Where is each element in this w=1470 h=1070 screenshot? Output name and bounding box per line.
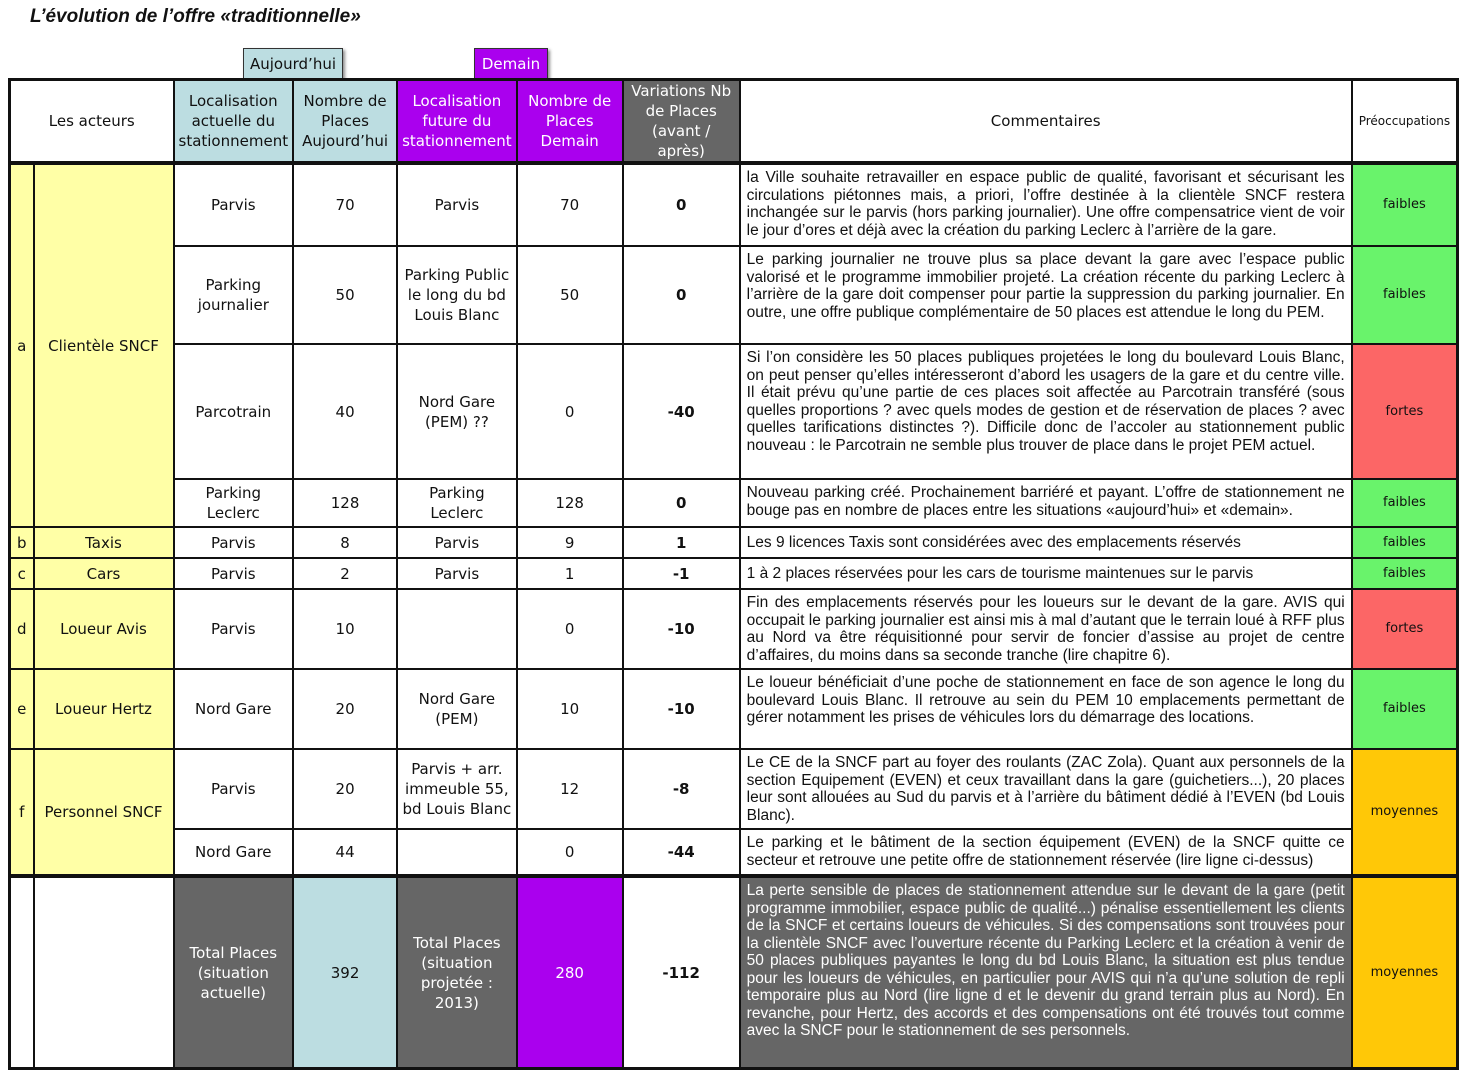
table-row [10,527,1458,558]
header-loc-future: Localisation future du stationnement [397,80,517,164]
comment: Le parking journalier ne trouve plus sa place devant la gare avec l’espace public valorisé et le programme immobilier projeté. La création récente du parking Leclerc à l’arrière de la gare doit compenser pour partie la suppression du parking journalier. En outre, une offre publique complémentaire de 50 places est attendue le long du PEM. [740,246,1352,344]
comment: Les 9 licences Taxis sont considérées avec des emplacements réservés [740,527,1352,558]
variation: -44 [623,829,740,876]
actor-name: Cars [34,558,174,589]
actor-name: Clientèle SNCF [34,163,174,527]
header-loc-today: Localisation actuelle du stationnement [174,80,294,164]
group-letter: f [10,749,34,876]
total-concern-badge: moyennes [1352,876,1458,1069]
header-concerns: Préoccupations [1352,80,1458,164]
places-today: 8 [293,527,397,558]
loc-future: Parking Leclerc [397,479,517,527]
places-tomorrow: 0 [517,589,623,669]
comment: Nouveau parking créé. Prochainement barriéré et payant. L’offre de stationnement ne bouge pas en nombre de places entre les situations «aujourd’hui» et «demain». [740,479,1352,527]
variation: 0 [623,246,740,344]
places-tomorrow: 1 [517,558,623,589]
header-places-today: Nombre de Places Aujourd’hui [293,80,397,164]
places-tomorrow: 10 [517,669,623,749]
concern-badge: moyennes [1352,749,1458,876]
concern-badge: faibles [1352,527,1458,558]
loc-future [397,829,517,876]
places-tomorrow: 12 [517,749,623,829]
concern-badge: faibles [1352,479,1458,527]
comment: Fin des emplacements réservés pour les loueurs sur le devant de la gare. AVIS qui occupait le parking journalier est ainsi mis à mal d’autant que le terrain loué à RFF plus au Nord va être réquisitionné pour servir de foncier d’assise au projet de centre d’affaires, du moins dans sa seconde tranche (lire chapitre 6). [740,589,1352,669]
variation: -10 [623,589,740,669]
loc-future: Parvis [397,558,517,589]
loc-today: Nord Gare [174,669,294,749]
table-row [10,479,1458,527]
loc-today: Nord Gare [174,829,294,876]
variation: -40 [623,344,740,479]
concern-badge: faibles [1352,669,1458,749]
total-row [10,876,1458,1069]
loc-future: Parking Public le long du bd Louis Blanc [397,246,517,344]
loc-future: Parvis [397,163,517,246]
actor-name: Personnel SNCF [34,749,174,876]
table-row [10,829,1458,876]
total-comment: La perte sensible de places de stationnement attendue sur le devant de la gare (petit programme immobilier, espace public de qualité...) pénalise essentiellement les clients de la SNCF et certains loueurs de véhicules. Si des compensations sont trouvées pour la clientèle SNCF avec l’ouverture récente du Parking Leclerc et la création à venir de 50 places publiques payantes le long du bd Louis Blanc, la situation est plus tendue pour les loueurs de véhicules, en particulier pour AVIS qui n’a qu’une solution de repli temporaire plus au Nord (lire ligne d et le devenir du grand terrain plus au Nord). En revanche, pour Hertz, des accords et des compensations ont été trouvés tout comme avec la SNCF pour le stationnement de ses personnels. [740,876,1352,1069]
loc-future: Nord Gare (PEM) ?? [397,344,517,479]
actor-name: Loueur Avis [34,589,174,669]
variation: -10 [623,669,740,749]
concern-badge: faibles [1352,246,1458,344]
total-places-tomorrow: 280 [517,876,623,1069]
places-today: 10 [293,589,397,669]
table-row [10,163,1458,246]
places-today: 2 [293,558,397,589]
loc-today: Parvis [174,589,294,669]
table-row [10,246,1458,344]
places-tomorrow: 50 [517,246,623,344]
actor-name: Taxis [34,527,174,558]
comment: Le CE de la SNCF part au foyer des roulants (ZAC Zola). Quant aux personnels de la section Equipement (EVEN) et ceux travaillant dans la gare (guichetiers...), 20 places leur sont allouées au Sud du parvis et à l’arrière du bâtiment dédié à l’EVEN (bd Louis Blanc). [740,749,1352,829]
total-letter-cell [10,876,34,1069]
places-tomorrow: 128 [517,479,623,527]
total-variation: -112 [623,876,740,1069]
total-label-future: Total Places (situation projetée : 2013) [397,876,517,1069]
actor-name: Loueur Hertz [34,669,174,749]
total-places-today: 392 [293,876,397,1069]
header-comments: Commentaires [740,80,1352,164]
tomorrow-tag: Demain [474,48,548,80]
comment: la Ville souhaite retravailler en espace public de qualité, favorisant et sécurisant les circulations piétonnes mais, a priori, l’offre destinée à la clientèle SNCF restera inchangée sur le parvis (hors parking journalier). Une offre compensatrice vient de voir le jour d’ores et déjà avec la création du parking Leclerc à l’arrière de la gare. [740,163,1352,246]
concern-badge: fortes [1352,589,1458,669]
header-variations: Variations Nb de Places (avant / après) [623,80,740,164]
group-letter: a [10,163,34,527]
places-tomorrow: 0 [517,829,623,876]
concern-badge: fortes [1352,344,1458,479]
loc-future: Parvis [397,527,517,558]
total-actor-cell [34,876,174,1069]
group-letter: d [10,589,34,669]
comment: Le loueur bénéficiait d’une poche de stationnement en face de son agence le long du boulevard Louis Blanc. Il retrouve au sein du PEM 10 emplacements permettant de gérer notamment les prises de véhicules lors du démarrage des locations. [740,669,1352,749]
loc-future: Parvis + arr. immeuble 55, bd Louis Blanc [397,749,517,829]
header-places-tomorrow: Nombre de Places Demain [517,80,623,164]
loc-today: Parking Leclerc [174,479,294,527]
loc-today: Parvis [174,163,294,246]
places-today: 44 [293,829,397,876]
total-label-today: Total Places (situation actuelle) [174,876,294,1069]
page-title: L’évolution de l’offre «traditionnelle» [30,6,361,27]
header-actors: Les acteurs [10,80,174,164]
comment: Le parking et le bâtiment de la section équipement (EVEN) de la SNCF quitte ce secteur et retrouve une petite offre de stationnement réservée (lire ligne ci-dessus) [740,829,1352,876]
loc-today: Parking journalier [174,246,294,344]
comment: Si l’on considère les 50 places publiques projetées le long du boulevard Louis Blanc, on peut penser qu’elles intéresseront d’abord les usagers de la gare et du centre ville. Il était prévu qu’une partie de ces places soit affectée au Parcotrain transféré (sous quelles proportions ? avec quels modes de gestion et de réservation de places ? avec quelles tarifications distinctes ?). Difficile donc de l’accoler au stationnement public nouveau : le Parcotrain ne semble plus trouver de place dans le projet PEM actuel. [740,344,1352,479]
loc-today: Parcotrain [174,344,294,479]
variation: -1 [623,558,740,589]
today-tag: Aujourd’hui [243,48,343,80]
places-today: 50 [293,246,397,344]
group-letter: b [10,527,34,558]
table-row [10,669,1458,749]
loc-future: Nord Gare (PEM) [397,669,517,749]
places-tomorrow: 9 [517,527,623,558]
parking-table [8,78,1459,1070]
concern-badge: faibles [1352,558,1458,589]
loc-today: Parvis [174,558,294,589]
places-today: 70 [293,163,397,246]
loc-future [397,589,517,669]
concern-badge: faibles [1352,163,1458,246]
variation: -8 [623,749,740,829]
table-row [10,749,1458,829]
places-tomorrow: 0 [517,344,623,479]
places-today: 20 [293,749,397,829]
table-row [10,558,1458,589]
table-row [10,589,1458,669]
comment: 1 à 2 places réservées pour les cars de tourisme maintenues sur le parvis [740,558,1352,589]
places-today: 40 [293,344,397,479]
variation: 1 [623,527,740,558]
loc-today: Parvis [174,527,294,558]
places-today: 128 [293,479,397,527]
places-tomorrow: 70 [517,163,623,246]
variation: 0 [623,479,740,527]
loc-today: Parvis [174,749,294,829]
variation: 0 [623,163,740,246]
places-today: 20 [293,669,397,749]
header-row [10,80,1458,164]
group-letter: c [10,558,34,589]
table-row [10,344,1458,479]
group-letter: e [10,669,34,749]
